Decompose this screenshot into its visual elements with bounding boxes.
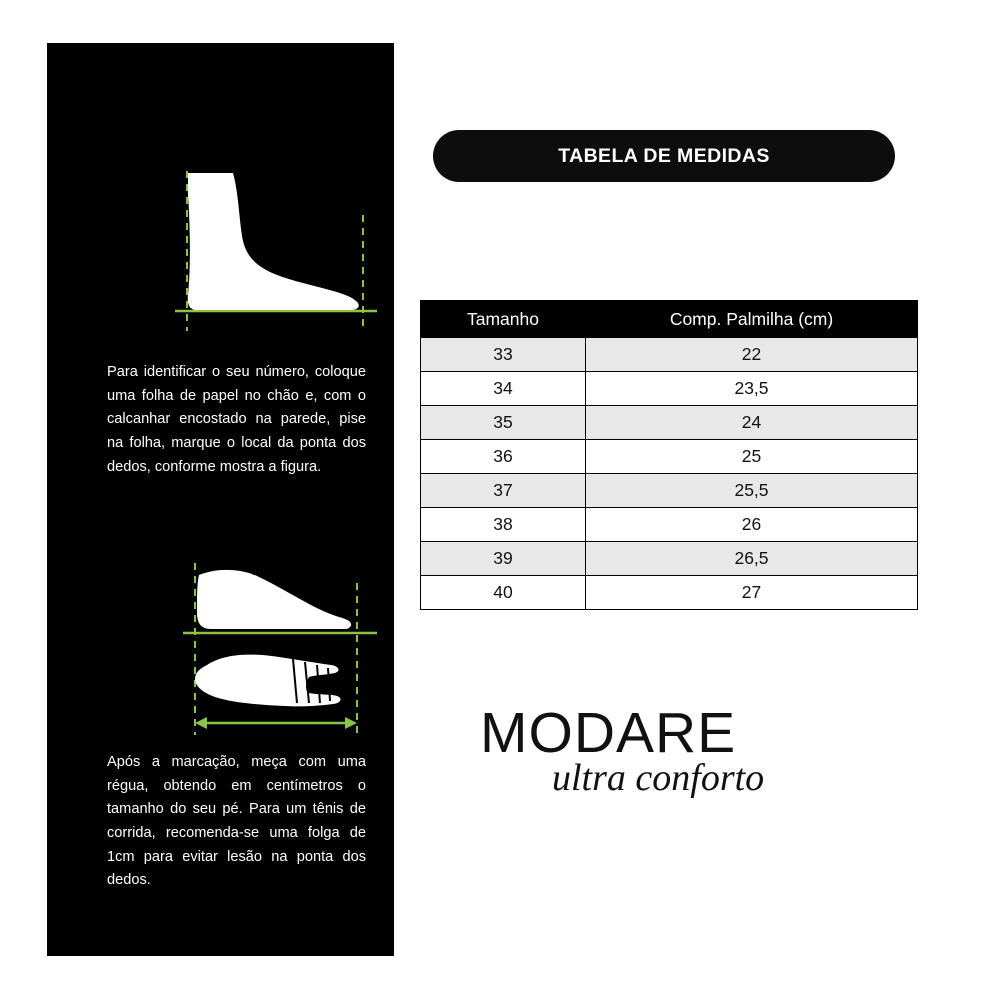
- table-header-row: [421, 301, 918, 338]
- table-row: [421, 474, 918, 508]
- size-table: [420, 300, 918, 610]
- cell-insole: 27: [586, 576, 918, 610]
- brand-logo: [480, 701, 880, 835]
- instruction-text-2: Após a marcação, meça com uma régua, obtendo em centímetros o tamanho do seu pé. Para um tênis de corrida, recomenda-se uma folga de 1cm para evitar lesão na ponta dos dedos.: [107, 754, 366, 889]
- cell-insole: 25,5: [586, 474, 918, 508]
- cell-insole: 26: [586, 508, 918, 542]
- instruction-text-1: Para identificar o seu número, coloque uma folha de papel no chão e, com o calcanhar encostado na parede, pise na folha, marque o local da ponta dos dedos, conforme mostra a figura.: [107, 364, 366, 475]
- table-row: [421, 338, 918, 372]
- cell-size: 35: [421, 406, 586, 440]
- cell-insole: 26,5: [586, 542, 918, 576]
- cell-size: 39: [421, 542, 586, 576]
- cell-size: 40: [421, 576, 586, 610]
- cell-size: 33: [421, 338, 586, 372]
- top-view-foot-measuring-diagram: [47, 553, 394, 743]
- side-view-foot-measuring-diagram: [47, 163, 394, 343]
- size-table-container: [420, 300, 917, 610]
- table-row: [421, 508, 918, 542]
- page-title: [433, 130, 895, 182]
- page-title-label: TABELA DE MEDIDAS: [558, 144, 770, 167]
- table-row: [421, 406, 918, 440]
- cell-insole: 24: [586, 406, 918, 440]
- cell-size: 34: [421, 372, 586, 406]
- table-row: [421, 440, 918, 474]
- column-header-size: Tamanho: [421, 301, 586, 338]
- table-row: [421, 576, 918, 610]
- cell-size: 38: [421, 508, 586, 542]
- cell-insole: 23,5: [586, 372, 918, 406]
- table-row: [421, 372, 918, 406]
- cell-size: 37: [421, 474, 586, 508]
- cell-size: 36: [421, 440, 586, 474]
- cell-insole: 22: [586, 338, 918, 372]
- column-header-insole-length: Comp. Palmilha (cm): [586, 301, 918, 338]
- instructions-panel: [47, 43, 394, 956]
- table-row: [421, 542, 918, 576]
- brand-wordmark: MODARE: [480, 701, 737, 765]
- cell-insole: 25: [586, 440, 918, 474]
- brand-tagline: ultra conforto: [552, 757, 765, 799]
